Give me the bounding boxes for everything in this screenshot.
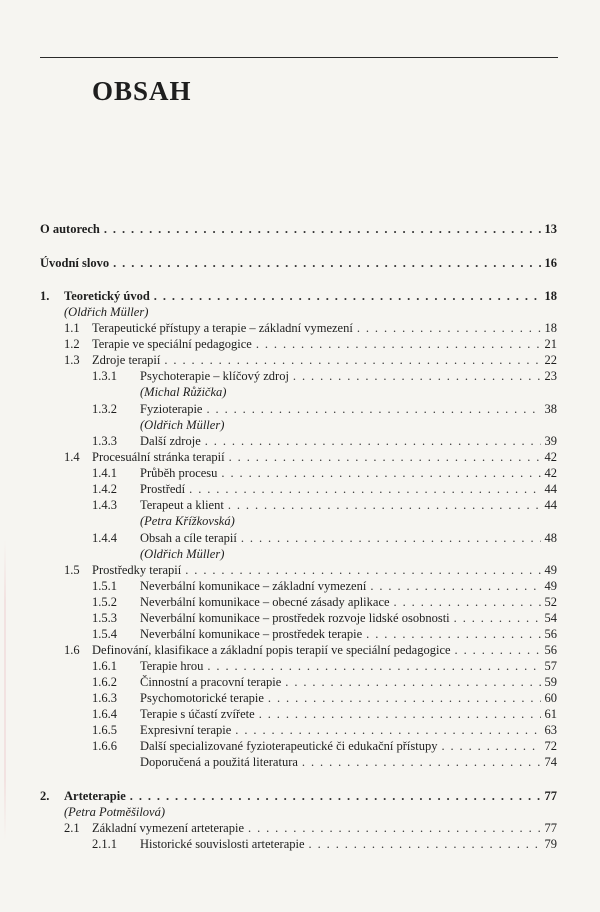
chapter-author: (Petra Potměšilová) — [64, 805, 166, 819]
toc-leader-dots — [268, 691, 541, 706]
toc-entry-title: Zdroje terapií — [92, 353, 161, 367]
toc-entry-title: Základní vymezení arteterapie — [92, 821, 245, 835]
toc-entry[interactable] — [92, 369, 557, 385]
toc-entry[interactable] — [64, 321, 557, 337]
toc-entry[interactable] — [92, 466, 557, 482]
toc-entry-page: 39 — [544, 434, 557, 448]
toc-entry[interactable] — [92, 627, 557, 643]
toc-leader-dots — [394, 595, 541, 610]
toc-entry-number: 1. — [40, 289, 50, 303]
toc-entry-number: 1.6.6 — [92, 739, 117, 753]
toc-leader-dots — [454, 611, 541, 626]
toc-entry-title: Prostředí — [140, 482, 186, 496]
toc-entry-page: 42 — [544, 466, 557, 480]
toc-leader-dots — [370, 579, 540, 594]
toc-leader-dots — [235, 723, 540, 738]
toc-leader-dots — [302, 755, 541, 770]
toc-entry[interactable] — [92, 402, 557, 418]
toc-entry-number: 1.3 — [64, 353, 80, 367]
toc-entry-title: Teoretický úvod — [64, 289, 150, 303]
toc-entry[interactable] — [92, 434, 557, 450]
toc-leader-dots — [189, 482, 540, 497]
toc-entry[interactable] — [92, 739, 557, 755]
toc-entry-number: 1.1 — [64, 321, 80, 335]
toc-entry-number: 1.4.4 — [92, 531, 117, 545]
toc-entry[interactable] — [92, 675, 557, 691]
toc-leader-dots — [154, 289, 541, 304]
toc-leader-dots — [256, 337, 541, 352]
toc-entry-title: Úvodní slovo — [40, 256, 110, 270]
toc-entry[interactable] — [64, 353, 557, 369]
toc-entry-page: 79 — [544, 837, 557, 851]
toc-entry-number: 1.6 — [64, 643, 80, 657]
toc-entry-number: 1.2 — [64, 337, 80, 351]
toc-leader-dots — [441, 739, 540, 754]
toc-entry[interactable] — [92, 755, 557, 771]
toc-entry-page: 23 — [544, 369, 557, 383]
toc-entry-title: Terapeutické přístupy a terapie – základní vymezení — [92, 321, 353, 335]
toc-entry-title: Neverbální komunikace – prostředek rozvoje lidské osobnosti — [140, 611, 450, 625]
toc-entry-page: 13 — [544, 222, 557, 236]
toc-leader-dots — [164, 353, 540, 368]
chapter-author: (Michal Růžička) — [140, 385, 227, 399]
toc-leader-dots — [229, 450, 541, 465]
toc-entry-page: 38 — [544, 402, 557, 416]
toc-entry-page: 49 — [544, 563, 557, 577]
toc-entry[interactable] — [92, 659, 557, 675]
toc-entry[interactable] — [92, 707, 557, 723]
toc-entry[interactable] — [92, 531, 557, 547]
toc-leader-dots — [228, 498, 541, 513]
toc-entry-number: 2. — [40, 789, 50, 803]
toc-entry[interactable] — [92, 482, 557, 498]
toc-leader-dots — [248, 821, 540, 836]
toc-leader-dots — [285, 675, 540, 690]
toc-entry[interactable] — [92, 579, 557, 595]
toc-leader-dots — [455, 643, 541, 658]
toc-entry-title: Psychoterapie – klíčový zdroj — [140, 369, 289, 383]
toc-entry-title: Neverbální komunikace – základní vymezení — [140, 579, 367, 593]
toc-entry-number: 1.3.3 — [92, 434, 117, 448]
toc-entry-page: 77 — [544, 789, 557, 803]
toc-entry-page: 74 — [544, 755, 557, 769]
toc-entry-page: 22 — [544, 353, 557, 367]
toc-leader-dots — [113, 256, 540, 271]
toc-entry-number: 1.4.3 — [92, 498, 117, 512]
toc-entry-title: Průběh procesu — [140, 466, 218, 480]
toc-entry-title: Terapie s účastí zvířete — [140, 707, 255, 721]
toc-entry-title: Fyzioterapie — [140, 402, 203, 416]
toc-entry[interactable] — [40, 222, 557, 238]
toc-entry-number: 1.6.3 — [92, 691, 117, 705]
toc-entry-number: 1.3.2 — [92, 402, 117, 416]
toc-entry[interactable] — [92, 611, 557, 627]
toc-entry[interactable] — [40, 256, 557, 272]
page-title: OBSAH — [92, 76, 192, 106]
toc-entry-title: Neverbální komunikace – prostředek terapie — [140, 627, 363, 641]
toc-entry-number: 1.6.5 — [92, 723, 117, 737]
toc-entry-number: 1.4 — [64, 450, 80, 464]
toc-leader-dots — [366, 627, 540, 642]
toc-entry-number: 2.1 — [64, 821, 80, 835]
toc-entry-title: Terapie hrou — [140, 659, 204, 673]
toc-entry-page: 72 — [544, 739, 557, 753]
toc-entry-number: 1.5.4 — [92, 627, 117, 641]
toc-entry-number: 1.5 — [64, 563, 80, 577]
toc-entry-number: 2.1.1 — [92, 837, 117, 851]
chapter-author: (Oldřich Müller) — [64, 305, 149, 319]
toc-entry[interactable] — [64, 821, 557, 837]
toc-entry-number: 1.6.4 — [92, 707, 117, 721]
toc-entry-number: 1.5.3 — [92, 611, 117, 625]
toc-entry-number: 1.4.2 — [92, 482, 117, 496]
toc-entry-title: O autorech — [40, 222, 100, 236]
toc-leader-dots — [130, 789, 541, 804]
toc-entry-page: 77 — [544, 821, 557, 835]
toc-entry-title: Definování, klasifikace a základní popis terapií ve speciální pedagogice — [92, 643, 451, 657]
toc-entry[interactable] — [92, 691, 557, 707]
toc-entry-number: 1.6.1 — [92, 659, 117, 673]
toc-entry-page: 16 — [544, 256, 557, 270]
toc-entry-page: 59 — [544, 675, 557, 689]
toc-entry[interactable] — [64, 337, 557, 353]
toc-entry-page: 18 — [544, 289, 557, 303]
toc-entry-page: 56 — [544, 643, 557, 657]
toc-entry[interactable] — [64, 643, 557, 659]
toc-entry-title: Arteterapie — [64, 789, 126, 803]
toc-entry-page: 56 — [544, 627, 557, 641]
toc-entry-title: Neverbální komunikace – obecné zásady aplikace — [140, 595, 390, 609]
toc-entry-number: 1.6.2 — [92, 675, 117, 689]
toc-entry-title: Terapeut a klient — [140, 498, 224, 512]
toc-entry[interactable] — [92, 595, 557, 611]
toc-entry[interactable] — [40, 289, 557, 305]
toc-entry-page: 52 — [544, 595, 557, 609]
toc-entry[interactable] — [92, 498, 557, 514]
toc-entry-number: 1.5.1 — [92, 579, 117, 593]
toc-leader-dots — [259, 707, 541, 722]
toc-entry-page: 61 — [544, 707, 557, 721]
toc-entry-page: 60 — [544, 691, 557, 705]
toc-entry[interactable] — [64, 563, 557, 579]
toc-entry-title: Prostředky terapií — [92, 563, 182, 577]
toc-entry-number: 1.3.1 — [92, 369, 117, 383]
toc-entry-title: Další zdroje — [140, 434, 201, 448]
toc-leader-dots — [205, 434, 541, 449]
toc-entry-page: 63 — [544, 723, 557, 737]
toc-leader-dots — [293, 369, 541, 384]
toc-entry-title: Další specializované fyzioterapeutické či edukační přístupy — [140, 739, 438, 753]
toc-entry[interactable] — [92, 723, 557, 739]
toc-entry-title: Psychomotorické terapie — [140, 691, 264, 705]
toc-leader-dots — [221, 466, 540, 481]
toc-entry-page: 44 — [544, 498, 557, 512]
chapter-author: (Petra Křížkovská) — [140, 514, 235, 528]
toc-entry-title: Expresivní terapie — [140, 723, 232, 737]
toc-entry-number: 1.4.1 — [92, 466, 117, 480]
toc-leader-dots — [357, 321, 541, 336]
toc-entry[interactable] — [92, 837, 557, 853]
chapter-author: (Oldřich Müller) — [140, 418, 225, 432]
toc-leader-dots — [104, 222, 541, 237]
toc-entry-page: 57 — [544, 659, 557, 673]
toc-entry[interactable] — [64, 450, 557, 466]
toc-leader-dots — [207, 659, 540, 674]
toc-entry-title: Terapie ve speciální pedagogice — [92, 337, 252, 351]
toc-entry-page: 42 — [544, 450, 557, 464]
toc-entry-page: 21 — [544, 337, 557, 351]
toc-leader-dots — [309, 837, 541, 852]
toc-entry-title: Činnostní a pracovní terapie — [140, 675, 282, 689]
toc-leader-dots — [241, 531, 541, 546]
toc-leader-dots — [185, 563, 540, 578]
toc-entry-page: 49 — [544, 579, 557, 593]
toc-entry-title: Doporučená a použitá literatura — [140, 755, 298, 769]
toc-entry-page: 48 — [544, 531, 557, 545]
toc-entry-page: 54 — [544, 611, 557, 625]
toc-entry-page: 18 — [544, 321, 557, 335]
chapter-author: (Oldřich Müller) — [140, 547, 225, 561]
toc-entry-title: Historické souvislosti arteterapie — [140, 837, 305, 851]
toc-entry-page: 44 — [544, 482, 557, 496]
toc-entry-title: Procesuální stránka terapií — [92, 450, 225, 464]
toc-entry-title: Obsah a cíle terapií — [140, 531, 237, 545]
toc-leader-dots — [206, 402, 540, 417]
toc-entry-number: 1.5.2 — [92, 595, 117, 609]
toc-entry[interactable] — [40, 789, 557, 805]
